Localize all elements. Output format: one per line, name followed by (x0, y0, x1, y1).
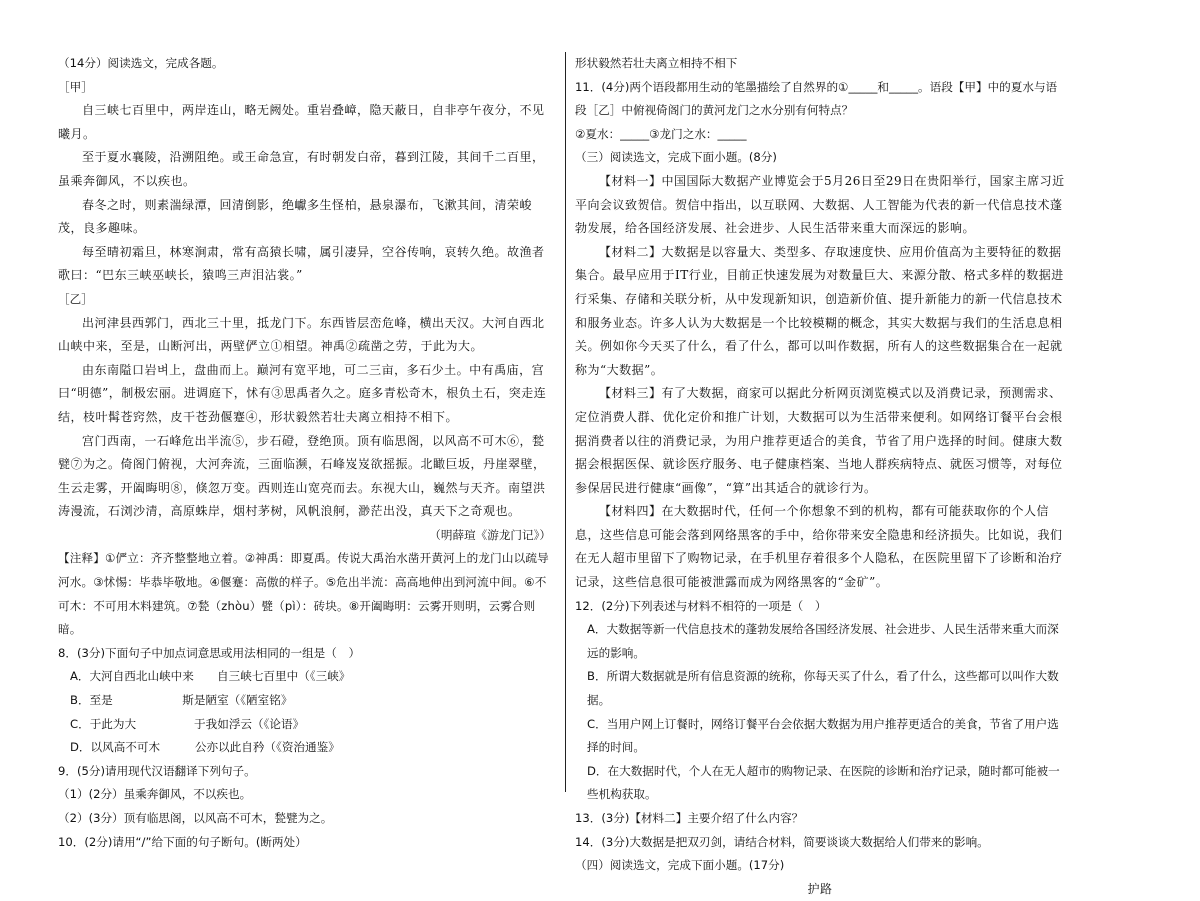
left-line-7: 出河津县西郭门，西北三十里，抵龙门下。东西皆层峦危峰，横出天汉。大河自西北山峡中来，至是，山断河出，两壁俨立①相望。神禹②疏凿之劳，于此为大。 (58, 315, 545, 354)
left-line-14: B．至是 斯是陋室（《陋室铭》 (70, 693, 293, 708)
left-line-20: 10．(2分)请用“/”给下面的句子断句。(断两处） (58, 834, 307, 849)
right-line-9: A．大数据等新一代信息技术的蓬勃发展给各国经济发展、社会进步、人民生活带来重大而深远的影响。 (587, 622, 1059, 660)
left-line-1: ［甲］ (58, 79, 93, 94)
left-line-9: 宫门西南，一石峰危出半流⑤，步石磴，登绝顶。顶有临思阁，以风高不可木⑥，甃甓⑦为之。倚阁门俯视，大河奔流，三面临濒，石峰岌岌欲摇振。北瞰巨坂，丹崖翠壁，生云走雾，开阖晦明⑧，倏忽万变。西则连山宽亮而去。东视大山，巍然与天齐。南望洪涛漫流，石浏沙清，高原蛛岸，烟村茅树，风帆浪舸，渺茫出没，真天下之奇观也。 (58, 433, 546, 519)
left-column (58, 52, 555, 854)
right-line-7: 【材料四】在大数据时代，任何一个你想象不到的机构，都有可能获取你的个人信息，这些信息可能会落到网络黑客的手中，给你带来安全隐患和经济损失。比如说，我们在无人超市里留下了购物记录，在手机里存着很多个人隐私，在医院里留下了诊断和治疗记录，这些信息很可能被泄露而成为网络黑客的“金矿”。 (575, 504, 1063, 590)
left-line-13: A．大河自西北山峡中来 自三峡七百里中（《三峡》 (70, 669, 351, 684)
left-line-3: 至于夏水襄陵，沿溯阻绝。或王命急宣，有时朝发白帝，暮到江陵，其间千二百里，虽乘奔御风，不以疾也。 (58, 150, 545, 188)
right-line-5: 【材料二】大数据是以容量大、类型多、存取速度快、应用价值高为主要特征的数据集合。最早应用于IT行业，目前正快速发展为对数量巨大、来源分散、格式多样的数据进行采集、存储和关联分析，从中发现新知识，创造新价值、提升新能力的新一代信息技术和服务业态。许多人认为大数据是一个比较模糊的概念，其实大数据与我们的生活息息相关。例如你今天买了什么，看了什么，都可以叫作数据，所有人的这些数据集合在一起就称为“大数据”。 (575, 244, 1064, 377)
right-line-3: （三）阅读选文，完成下面小题。(8分) (575, 150, 777, 165)
right-line-15: （四）阅读选文，完成下面小题。(17分) (575, 858, 785, 873)
right-line-6: 【材料三】有了大数据，商家可以据此分析网页浏览模式以及消费记录，预测需求、定位消费人群、优化定价和推广计划，大数据可以为生活带来便利。如网络订餐平台会根据消费者以往的消费记录，为用户推荐更适合的美食，节省了用户选择的时间。健康大数据会根据医保、就诊医疗服务、电子健康档案、当地人群疾病特点、就医习惯等，对每位参保居民进行健康“画像”，“算”出其适合的就诊行为。 (575, 386, 1063, 495)
left-line-17: 9．(5分)请用现代汉语翻译下列句子。 (58, 763, 256, 778)
left-line-15: C．于此为大 于我如浮云（《论语》 (70, 716, 305, 731)
left-line-10: （明薛瑄《游龙门记》） (429, 527, 551, 542)
left-line-12: 8．(3分)下面句子中加点词意思或用法相同的一组是（ ） (58, 645, 361, 660)
left-line-8: 由东南隘口岩벼上，盘曲而上。巅河有宽平地，可二三亩，多石少土。中有禹庙，宫曰“明德”，制极宏丽。进调庭下，怵有③思禹者久之。庭多青松奇木，根负土石，突走连结，枝叶髯苍窍然，皮干苍劲偃蹇④，形状毅然若壮夫离立相持不相下。 (58, 362, 547, 424)
right-line-2: ②夏水：_____③龙门之水：_____ (575, 126, 747, 141)
right-line-4: 【材料一】中国国际大数据产业博览会于5月26日至29日在贵阳举行，国家主席习近平向会议致贺信。贺信中指出，以互联网、大数据、人工智能为代表的新一代信息技术蓬勃发展，给各国经济发展、社会进步、人民生活带来重大而深远的影响。 (575, 173, 1065, 236)
right-line-16: 护路 (807, 881, 833, 896)
left-line-5: 每至晴初霜旦，林寒涧肃，常有高猿长啸，属引凄异，空谷传响，哀转久绝。故渔者歌曰：“巴东三峡巫峡长，猿鸣三声泪沾裳。” (58, 244, 545, 283)
left-line-19: （2）(3分）顶有临思阁，以风高不可木，甃甓为之。 (58, 811, 333, 825)
right-line-10: B．所谓大数据就是所有信息资源的统称，你每天买了什么，看了什么，这些都可以叫作大数据。 (587, 669, 1059, 708)
right-line-1: 11．(4分)两个语段都用生动的笔墨描绘了自然界的①_____和_____。语段【甲】中的夏水与语段［乙］中俯视倚阁门的黄河龙门之水分别有何特点？ (575, 79, 1058, 118)
right-line-8: 12．(2分)下列表述与材料不相符的一项是（ ） (575, 598, 827, 613)
right-line-13: 13．(3分)【材料二】主要介绍了什么内容？ (575, 811, 804, 825)
left-line-11: 【注释】①俨立：齐齐整整地立着。②神禹：即夏禹。传说大禹治水凿开黄河上的龙门山以疏导河水。③怵惕：毕恭毕敬地。④偃蹇：高傲的样子。⑤危出半流：高高地伸出到河流中间。⑥不可木：不可用木料建筑。⑦甃（zhòu）甓（pì）：砖块。⑧开阖晦明：云雾开则明，云雾合则暗。 (58, 551, 549, 637)
left-line-2: 自三峡七百里中，两岸连山，略无阙处。重岩叠嶂，隐天蔽日，自非亭午夜分，不见曦月。 (58, 103, 545, 141)
left-line-4: 春冬之时，则素湍绿潭，回清倒影，绝巘多生怪柏，悬泉瀑布，飞漱其间，清荣峻茂，良多趣味。 (58, 197, 533, 236)
left-line-16: D．以风高不可木 公亦以此自矜（《资治通鉴》 (70, 740, 340, 755)
left-line-18: （1）(2分）虽乘奔御风，不以疾也。 (58, 787, 252, 802)
left-line-0: （14分）阅读选文，完成各题。 (58, 56, 224, 70)
right-line-0: 形状毅然若壮夫离立相持不相下 (575, 56, 738, 70)
right-line-14: 14．(3分)大数据是把双刃剑，请结合材料，简要谈谈大数据给人们带来的影响。 (575, 834, 989, 849)
right-column (575, 52, 1065, 901)
left-line-6: ［乙］ (58, 291, 93, 306)
column-divider (565, 52, 566, 792)
right-line-12: D．在大数据时代，个人在无人超市的购物记录、在医院的诊断和治疗记录，随时都可能被一些机构获取。 (587, 763, 1060, 802)
right-line-11: C．当用户网上订餐时，网络订餐平台会依据大数据为用户推荐更适合的美食，节省了用户选择的时间。 (587, 716, 1059, 755)
